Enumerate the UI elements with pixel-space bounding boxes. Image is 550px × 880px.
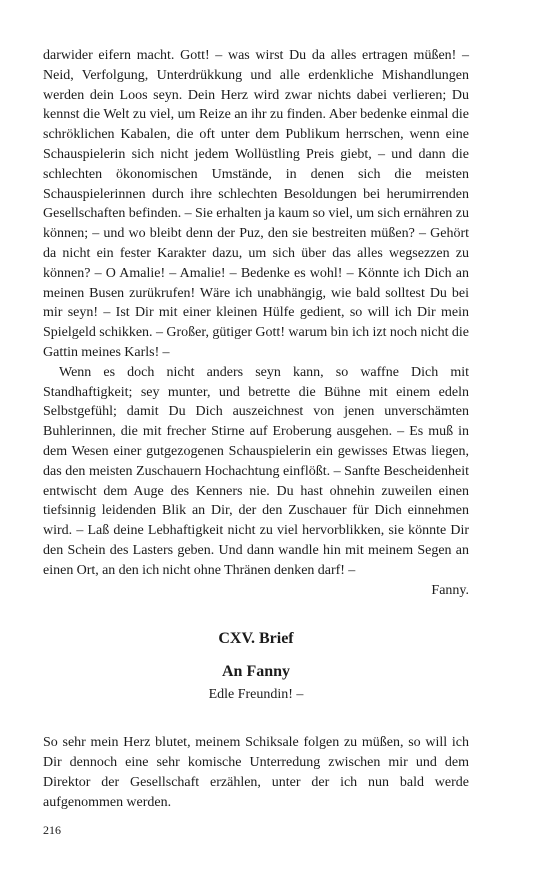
page-number: 216 (43, 823, 61, 837)
continuation-paragraph: darwider eifern macht. Gott! – was wirst Du da alles ertragen müßen! – Neid, Verfolgung, Unterdrükkung und alle erdenkliche Mishandlungen werden dein Loos seyn. Dein Herz wird zwar nichts dabei verlieren; Du kennst die Welt zu viel, um Reize an ihr zu finden. Aber bedenke einmal die schröklichen Kabalen, die oft unter dem Publikum herrschen, wenn eine Schauspielerin sich nicht jedem Wollüstling Preis giebt, – und dann die schlechten ökonomischen Umstände, in denen sich die meisten Schauspielerinnen durch ihre schlechten Besoldungen bei herumirrenden Gesellschaften befinden. – Sie erhalten ja kaum so viel, um sich ernähren zu können; – und wo bleibt denn der Puz, den sie bestreiten müßen? – Gehört da nicht ein fester Karakter dazu, um sich über das alles wegsezzen zu können? – O Amalie! – Amalie! – Bedenke es wohl! – Könnte ich Dich an meinen Busen zurükrufen! Wäre ich unabhängig, wie bald solltest Du bei mir seyn! – Ist Dir mit einer kleinen Hülfe gedient, so will ich Dir mein Spielgeld schikken. – Großer, gütiger Gott! warum bin ich izt noch nicht die Gattin meines Karls! – (43, 48, 469, 360)
letter-heading: CXV. Brief (218, 630, 294, 648)
page-text-block (43, 46, 469, 812)
signature: Fanny. (431, 582, 469, 598)
salutation: Edle Freundin! – (208, 687, 304, 703)
new-letter-paragraph: So sehr mein Herz blutet, meinem Schiksale folgen zu müßen, so will ich Dir dennoch eine sehr komische Unterredung zwischen mir und dem Direktor der Gesellschaft erzählen, unter der ich nun bald werde aufgenommen werden. (43, 735, 469, 810)
second-paragraph: Wenn es doch nicht anders seyn kann, so waffne Dich mit Standhaftigkeit; sey munter, und betrette die Bühne mit einem edeln Selbstgefühl; damit Du Dich auszeichnest von jenen unverschämten Buhlerinnen, die mit frecher Stirne auf Eroberung ausgehen. – Es muß in dem Wesen einer gutgezogenen Schauspielerin ein gewisses Etwas liegen, das den meisten Zuschauern Hochachtung einflößt. – Sanfte Bescheidenheit entwischt dem Auge des Kenners nie. Du hast ohnehin zuweilen einen tiefsinnig leidenden Blik an Dir, der den Zuschauer für Dich einnehmen wird. – Laß deine Lebhaftigkeit nicht zu viel hervorblikken, sie könnte Dir den Schein des Lasters geben. Und dann wandle hin mit meinem Segen an einen Ort, an den ich nicht ohne Thränen denken darf! – (43, 364, 469, 578)
recipient-heading: An Fanny (221, 663, 291, 681)
